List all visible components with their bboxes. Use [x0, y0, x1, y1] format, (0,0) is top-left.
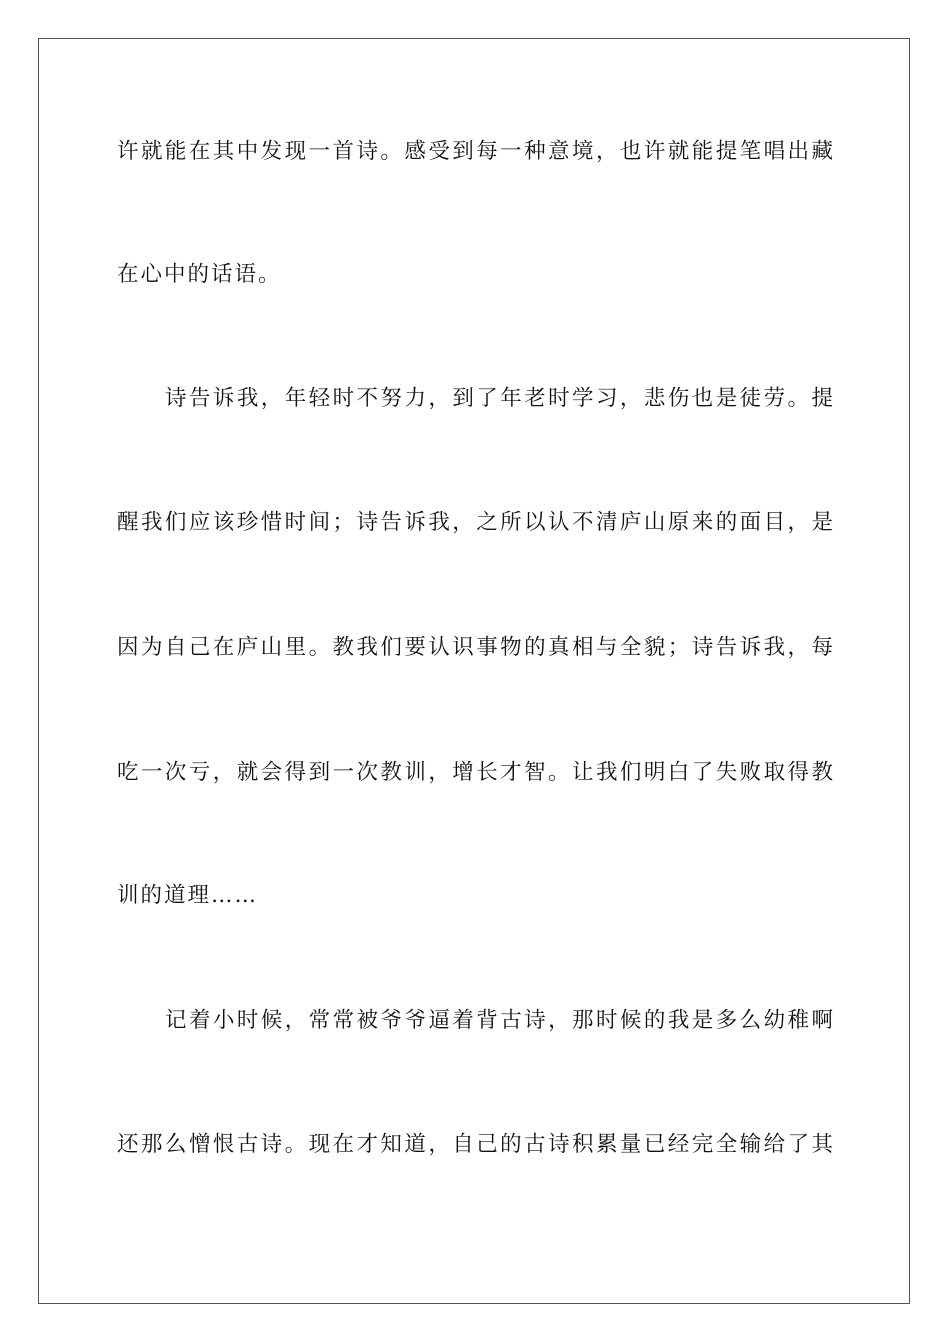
text-line: 许就能在其中发现一首诗。感受到每一种意境，也许就能提笔唱出藏 [117, 139, 833, 164]
text-line: 训的道理…… [117, 883, 259, 908]
text-line: 记着小时候，常常被爷爷逼着背古诗，那时候的我是多么幼稚啊 [165, 1008, 833, 1033]
text-line: 因为自己在庐山里。教我们要认识事物的真相与全貌；诗告诉我，每 [117, 635, 833, 660]
text-line: 还那么憎恨古诗。现在才知道，自己的古诗积累量已经完全输给了其 [117, 1132, 833, 1157]
text-line: 诗告诉我，年轻时不努力，到了年老时学习，悲伤也是徒劳。提 [165, 386, 833, 411]
text-line: 在心中的话语。 [117, 262, 282, 287]
text-line: 吃一次亏，就会得到一次教训，增长才智。让我们明白了失败取得教 [117, 760, 833, 785]
text-line: 醒我们应该珍惜时间；诗告诉我，之所以认不清庐山原来的面目，是 [117, 510, 833, 535]
page-border [38, 38, 910, 1304]
